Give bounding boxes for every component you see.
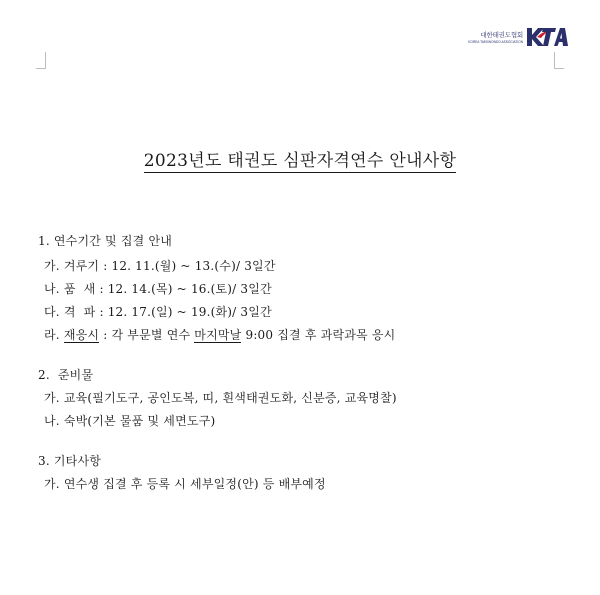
section2-item-b: 나. 숙박(기본 물품 및 세면도구) xyxy=(44,414,216,428)
section1-item-d xyxy=(44,326,395,343)
item-label: 다. 격 파 : xyxy=(44,305,108,319)
section1-heading: 1. 연수기간 및 집결 안내 xyxy=(38,234,173,248)
logo-org-sub: KOREA TAEKWONDO ASSOCIATION xyxy=(468,40,523,44)
section2-heading: 2. 준비물 xyxy=(38,368,94,382)
item-text: 12. 14.(목) ~ 16.(토)/ 3일간 xyxy=(107,282,272,296)
document-title xyxy=(0,146,600,171)
item-label: 가. 겨루기 : xyxy=(44,259,112,273)
section1-item-c xyxy=(44,303,272,320)
crop-mark-top-right xyxy=(554,52,564,69)
kta-logo-mark xyxy=(526,26,568,48)
section3-item-a: 가. 연수생 집결 후 등록 시 세부일정(안) 등 배부예정 xyxy=(44,477,326,491)
item-rest: 9:00 집결 후 과락과목 응시 xyxy=(241,328,396,342)
section1-item-b xyxy=(44,280,272,297)
item-text: 12. 17.(일) ~ 19.(화)/ 3일간 xyxy=(107,305,272,319)
last-day-underlined: 마지막날 xyxy=(194,328,242,342)
document-title-text: 2023년도 태권도 심판자격연수 안내사항 xyxy=(143,151,457,171)
item-label: 라. xyxy=(44,328,64,342)
logo-org-name: 대한태권도협회 xyxy=(480,32,523,39)
item-text: 12. 11.(월) ~ 13.(수)/ 3일간 xyxy=(111,259,276,273)
section2-item-a: 가. 교육(필기도구, 공인도복, 띠, 흰색태권도화, 신분증, 교육명찰) xyxy=(44,391,397,405)
item-label: 나. 품 새 : xyxy=(44,282,108,296)
item-mid: : 각 부문별 연수 xyxy=(99,328,195,342)
section3-heading: 3. 기타사항 xyxy=(38,454,102,468)
retest-underlined: 재응시 xyxy=(63,328,100,342)
section1-item-a xyxy=(44,257,276,274)
kta-logo xyxy=(468,26,568,48)
crop-mark-top-left xyxy=(36,52,46,69)
